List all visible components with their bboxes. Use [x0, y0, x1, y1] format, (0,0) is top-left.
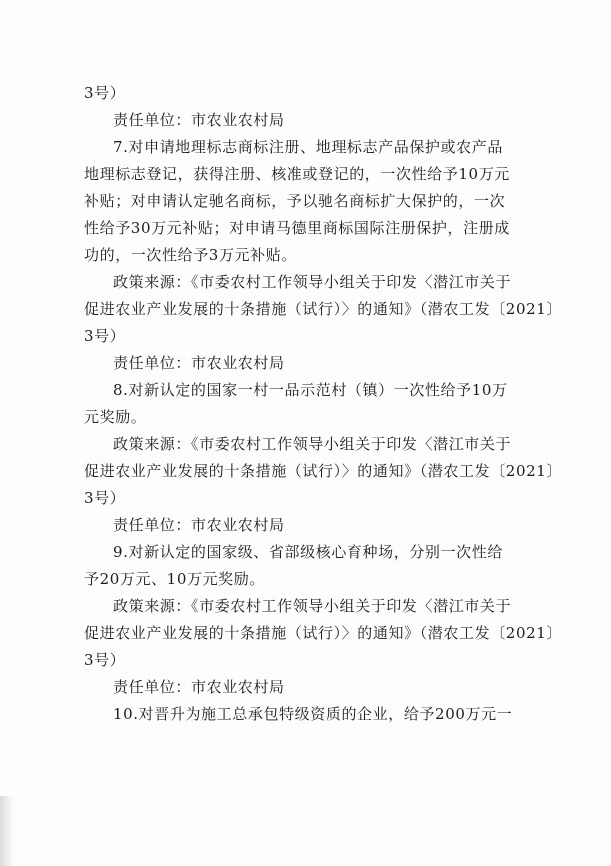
- text-line: 3号）: [84, 651, 126, 669]
- text-line: 责任单位：市农业农村局: [113, 678, 285, 696]
- text-line: 予20万元、10万元奖励。: [84, 570, 265, 588]
- text-line: 政策来源：《市委农村工作领导小组关于印发〈潜江市关于: [113, 273, 512, 291]
- text-line: 3号）: [84, 327, 126, 345]
- text-line: 责任单位：市农业农村局: [113, 111, 285, 129]
- text-line: 责任单位：市农业农村局: [113, 354, 285, 372]
- document-body: [84, 80, 562, 728]
- text-line: 促进农业产业发展的十条措施（试行）〉的通知》（潜农工发〔2021〕: [84, 300, 562, 318]
- text-line: 补贴；对申请认定驰名商标，予以驰名商标扩大保护的，一次: [84, 192, 506, 210]
- text-line: 促进农业产业发展的十条措施（试行）〉的通知》（潜农工发〔2021〕: [84, 624, 562, 642]
- text-line: 功的，一次性给予3万元补贴。: [84, 246, 297, 264]
- text-line: 性给予30万元补贴；对申请马德里商标国际注册保护，注册成: [84, 219, 510, 237]
- text-line: 元奖励。: [84, 408, 147, 426]
- text-line: 8.对新认定的国家一村一品示范村（镇）一次性给予10万: [113, 381, 508, 399]
- text-line: 7.对申请地理标志商标注册、地理标志产品保护或农产品: [113, 138, 503, 156]
- text-line: 责任单位：市农业农村局: [113, 516, 285, 534]
- text-line: 地理标志登记，获得注册、核准或登记的，一次性给予10万元: [84, 165, 510, 183]
- text-line: 政策来源：《市委农村工作领导小组关于印发〈潜江市关于: [113, 597, 512, 615]
- text-line: 3号）: [84, 489, 126, 507]
- text-line: 10.对晋升为施工总承包特级资质的企业，给予200万元一: [113, 705, 513, 723]
- text-line: 9.对新认定的国家级、省部级核心育种场，分别一次性给: [113, 543, 503, 561]
- text-line: 促进农业产业发展的十条措施（试行）〉的通知》（潜农工发〔2021〕: [84, 462, 562, 480]
- scan-shadow: [0, 796, 14, 866]
- text-line: 3号）: [84, 84, 126, 102]
- text-line: 政策来源：《市委农村工作领导小组关于印发〈潜江市关于: [113, 435, 512, 453]
